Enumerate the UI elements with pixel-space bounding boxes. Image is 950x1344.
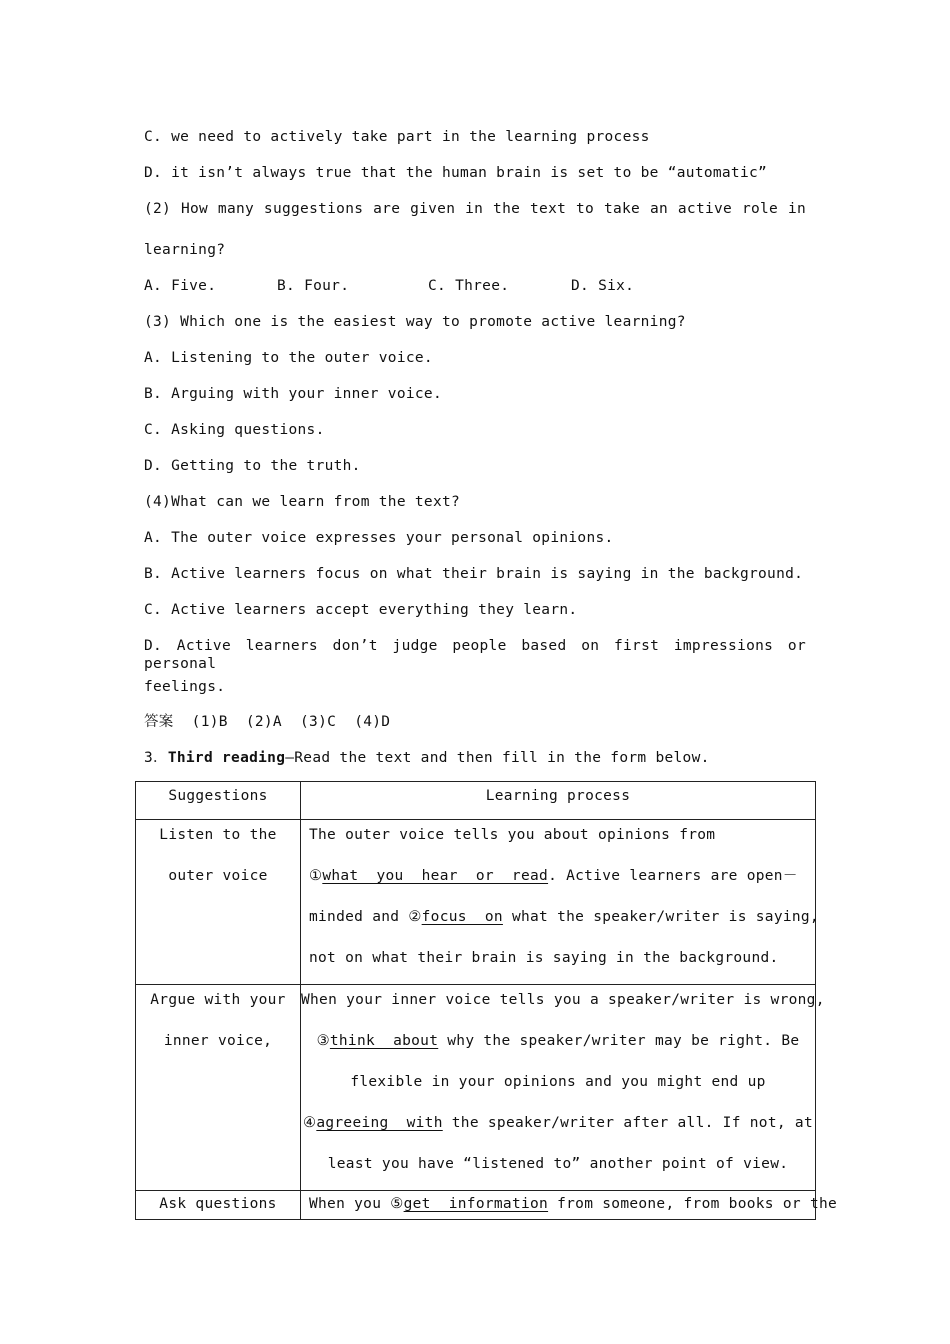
q2-option-d: D. Six. <box>571 278 635 294</box>
row2-suggestion-line2: inner voice, <box>163 1033 273 1049</box>
row1-process-line1: The outer voice tells you about opinions from <box>309 827 716 843</box>
reading-form-table <box>135 781 838 1220</box>
blank-4-marker: ④ <box>303 1115 317 1131</box>
table-row <box>136 985 816 1191</box>
row1-process <box>301 820 819 985</box>
blank-1-marker: ① <box>309 868 323 884</box>
blank-2-marker: ② <box>408 909 422 925</box>
row2-process <box>301 985 825 1191</box>
row1-suggestion-line2: outer voice <box>168 868 268 884</box>
row2-suggestion <box>136 985 301 1191</box>
blank-2-answer: focus on <box>421 909 503 925</box>
q1-option-c: C. we need to actively take part in the learning process <box>144 129 650 145</box>
row2-process-line4 <box>301 1108 815 1149</box>
blank-4-answer: agreeing with <box>316 1115 443 1131</box>
q4-option-d-line1: D. Active learners don’t judge people based on first impressions or personal <box>144 638 806 672</box>
q4-option-c: C. Active learners accept everything they learn. <box>144 602 578 618</box>
row2-process-line3: flexible in your opinions and you might end up <box>350 1074 766 1090</box>
row2-suggestion-line1: Argue with your <box>150 992 286 1008</box>
row3-process-pre: When you <box>309 1196 391 1212</box>
q2-option-c: C. Three. <box>428 278 510 294</box>
row1-process-line2 <box>301 861 815 902</box>
section3-title: Third reading <box>167 750 286 766</box>
section3-number: 3． <box>144 750 168 766</box>
row1-process-line2-rest: . Active learners are open－ <box>548 868 798 884</box>
header-suggestions: Suggestions <box>136 782 301 820</box>
section3-heading <box>144 749 710 767</box>
blank-1-answer: what you hear or read <box>322 868 549 884</box>
row2-process-line2 <box>301 1026 815 1067</box>
row1-process-line3 <box>301 902 819 943</box>
row1-process-line3-pre: minded and <box>309 909 409 925</box>
q1-option-d: D. it isn’t always true that the human brain is set to be “automatic” <box>144 165 768 181</box>
q3-option-b: B. Arguing with your inner voice. <box>144 386 442 402</box>
row1-suggestion-line1: Listen to the <box>159 827 277 843</box>
header-learning-process: Learning process <box>301 782 816 820</box>
blank-3-answer: think about <box>329 1033 439 1049</box>
q3-option-d: D. Getting to the truth. <box>144 458 361 474</box>
table-header-row <box>136 782 816 820</box>
row1-process-line4: not on what their brain is saying in the background. <box>309 950 779 966</box>
q3-question: (3) Which one is the easiest way to promote active learning? <box>144 314 686 330</box>
row1-process-line3-rest: what the speaker/writer is saying, <box>502 909 819 925</box>
row3-process-rest: from someone, from books or the <box>548 1196 838 1212</box>
table-row <box>136 1191 816 1220</box>
q3-option-c: C. Asking questions. <box>144 422 325 438</box>
q2-question-line2: learning? <box>144 242 226 258</box>
row2-process-line1: When your inner voice tells you a speaker/writer is wrong, <box>301 992 825 1008</box>
answer-key: 答案 (1)B (2)A (3)C (4)D <box>144 714 391 730</box>
row2-process-line4-rest: the speaker/writer after all. If not, at <box>442 1115 813 1131</box>
row1-suggestion <box>136 820 301 985</box>
blank-3-marker: ③ <box>316 1033 330 1049</box>
blank-5-answer: get information <box>403 1196 549 1212</box>
q4-option-b: B. Active learners focus on what their brain is saying in the background. <box>144 566 804 582</box>
q2-option-a: A. Five. <box>144 278 217 294</box>
blank-5-marker: ⑤ <box>390 1196 404 1212</box>
row3-process <box>301 1191 838 1220</box>
q3-option-a: A. Listening to the outer voice. <box>144 350 433 366</box>
q4-option-d-line2: feelings. <box>144 679 226 695</box>
row3-suggestion: Ask questions <box>136 1191 301 1220</box>
q2-option-b: B. Four. <box>277 278 350 294</box>
q4-question: (4)What can we learn from the text? <box>144 494 461 510</box>
q4-option-a: A. The outer voice expresses your personal opinions. <box>144 530 614 546</box>
table-row <box>136 820 816 985</box>
q2-question-line1: (2) How many suggestions are given in the text to take an active role in <box>144 201 806 217</box>
section3-instruction: —Read the text and then fill in the form below. <box>285 750 710 766</box>
row2-process-line2-rest: why the speaker/writer may be right. Be <box>438 1033 800 1049</box>
row2-process-line5: least you have “listened to” another point of view. <box>327 1156 789 1172</box>
